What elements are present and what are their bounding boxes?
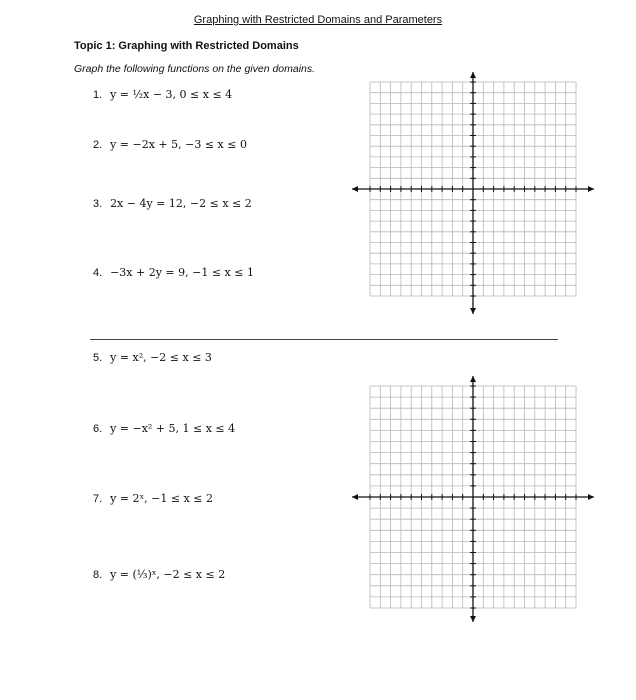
problem-number: 4.	[93, 267, 103, 279]
problem-8	[93, 568, 225, 581]
problem-2	[93, 138, 247, 151]
instructions: Graph the following functions on the given domains.	[74, 63, 316, 75]
x-axis-arrow-right-icon	[588, 494, 594, 500]
problem-number: 8.	[93, 569, 103, 581]
x-axis-arrow-left-icon	[352, 494, 358, 500]
problem-number: 1.	[93, 89, 103, 101]
problem-number: 2.	[93, 139, 103, 151]
problem-equation: y = −2x + 5, −3 ≤ x ≤ 0	[110, 138, 247, 151]
problem-number: 7.	[93, 493, 103, 505]
problem-equation: 2x − 4y = 12, −2 ≤ x ≤ 2	[110, 197, 252, 210]
problem-number: 5.	[93, 352, 103, 364]
topic-heading: Topic 1: Graphing with Restricted Domains	[74, 40, 299, 52]
problem-number: 6.	[93, 423, 103, 435]
problem-equation: y = x², −2 ≤ x ≤ 3	[110, 351, 212, 364]
section-divider	[90, 339, 558, 340]
problem-3	[93, 197, 252, 210]
y-axis-arrow-down-icon	[470, 308, 476, 314]
y-axis-arrow-down-icon	[470, 616, 476, 622]
x-axis-arrow-right-icon	[588, 186, 594, 192]
problem-6	[93, 422, 235, 435]
problem-equation: y = 2ˣ, −1 ≤ x ≤ 2	[110, 492, 213, 505]
problem-7	[93, 492, 213, 505]
x-axis-arrow-left-icon	[352, 186, 358, 192]
problem-number: 3.	[93, 198, 103, 210]
problem-equation: y = (⅓)ˣ, −2 ≤ x ≤ 2	[110, 568, 226, 581]
problem-4	[93, 266, 254, 279]
y-axis-arrow-up-icon	[470, 376, 476, 382]
problem-5	[93, 351, 212, 364]
problem-equation: y = −x² + 5, 1 ≤ x ≤ 4	[110, 422, 236, 435]
y-axis-arrow-up-icon	[470, 72, 476, 78]
problem-1	[93, 88, 232, 101]
coordinate-grid-1[interactable]	[350, 70, 596, 318]
problem-equation: y = ½x − 3, 0 ≤ x ≤ 4	[110, 88, 233, 101]
problem-equation: −3x + 2y = 9, −1 ≤ x ≤ 1	[110, 266, 254, 279]
page-title: Graphing with Restricted Domains and Parameters	[193, 14, 443, 26]
coordinate-grid-2[interactable]	[350, 374, 596, 624]
